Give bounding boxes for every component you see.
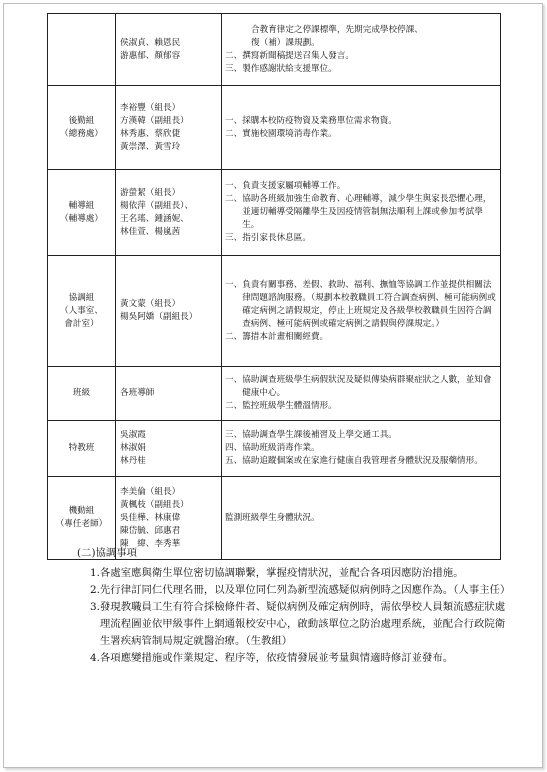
coordination-item [90, 599, 507, 650]
group-name-line: 協調組 [68, 292, 95, 303]
group-name-cell [48, 170, 116, 256]
member-line: 黃崇澤、黃雪玲 [120, 141, 181, 152]
member-line: 吳淑霞 [120, 430, 146, 440]
group-name-line: （總務處） [60, 128, 103, 139]
task-text: 指引家長休息區。 [242, 233, 311, 243]
task-text: 協助各班級加強生命教育、心理輔導，減少學生與家長恐懼心理，並適切輔導受隔離學生及因疫情管制無法順利上課或參加考試學生。 [242, 194, 492, 230]
members-cell [116, 367, 222, 421]
member-line: 李美倫（組長） [120, 486, 181, 497]
members-cell [116, 170, 222, 256]
group-name-cell [48, 421, 116, 477]
coordination-title: (二)協調事項 [77, 547, 138, 559]
task-number: 三、 [225, 430, 243, 440]
task-text: 實施校園環境消毒作業。 [242, 128, 337, 139]
member-line: 黃文蒙（組長） [120, 299, 181, 309]
coordination-item-text: 各項應變措施或作業規定、程序等，依疫情發展並考量與情適時修訂並發布。 [99, 652, 454, 664]
task-number: 二、 [225, 128, 243, 139]
tasks-cell [222, 86, 501, 170]
task-number: 二、 [225, 50, 243, 61]
coordination-item [90, 582, 511, 599]
task-item [225, 180, 497, 193]
task-item [225, 374, 497, 400]
tasks-cell [222, 14, 501, 86]
task-item [225, 442, 497, 455]
task-text: 負責有關事務、差假、救助、福利、撫恤等協調工作並提供相關法律問題諮詢服務。（規劃本校教職員工符合調查病例、極可能病例或確定病例之請假規定，停止上班規定及各級學校教職員生因符合調查病例、極可能病例或確定病例之請假與停課規定。） [242, 279, 496, 329]
task-text: 協助追蹤個案或在家進行健康自我管理者身體狀況及服藥情形。 [242, 456, 483, 466]
coordination-item-number: 2. [90, 584, 100, 596]
task-text: 籌措本計畫相關經費。 [242, 331, 329, 342]
member-line: 林丹桂 [120, 456, 146, 466]
task-item [225, 128, 497, 141]
task-item [225, 232, 497, 245]
task-item [225, 512, 497, 525]
task-text: 製作感謝狀給支援單位。 [242, 63, 337, 74]
table-row [48, 367, 501, 421]
task-text: 撰寫新聞稿提送召集人發言。 [242, 50, 354, 61]
task-number: 一、 [225, 375, 243, 385]
member-line: 方漢韓（副組長） [120, 115, 189, 126]
coordination-item-number: 3. [90, 601, 100, 613]
member-line: 李裕豐（組長） [120, 102, 181, 113]
group-name-line: （人事室、 [60, 305, 103, 316]
group-name-cell [48, 256, 116, 367]
members-cell [116, 256, 222, 367]
task-item [225, 279, 497, 331]
member-line: 各班導師 [120, 388, 155, 398]
task-item [225, 24, 497, 37]
coordination-section [77, 545, 511, 667]
member-line: 陳 緯、李秀華 [120, 538, 181, 549]
group-name-line: （專任老師） [55, 519, 108, 529]
member-line: 楊吳阿嬌（副組長） [120, 312, 198, 322]
task-number: 二、 [225, 331, 243, 342]
task-number: 一、 [225, 279, 243, 290]
group-name-line: （輔導處） [60, 213, 103, 224]
task-text: 監控班級學生體溫情形。 [242, 401, 337, 411]
member-line: 陳岱毓、邱惠君 [120, 525, 181, 536]
table-row [48, 86, 501, 170]
task-number: 三、 [225, 233, 243, 243]
table-row [48, 421, 501, 477]
task-text: 協助調查班級學生病假狀況及疑似傳染病群聚症狀之人數，並知會健康中心。 [242, 375, 492, 398]
task-item [225, 37, 497, 50]
coordination-item [90, 650, 507, 667]
task-number: 二、 [225, 194, 243, 204]
group-name-line: 輔導組 [68, 200, 95, 211]
member-line: 游惠郁、顏郁容 [120, 50, 181, 61]
member-line: 王名瑤、鍾涵妮、 [120, 213, 189, 224]
task-number: 二、 [225, 401, 243, 411]
task-number: 四、 [225, 443, 243, 453]
group-name-cell [48, 86, 116, 170]
tasks-cell [222, 256, 501, 367]
group-name-line: 會計室） [64, 318, 99, 329]
task-text: 採購本校防疫物資及業務單位需求物資。 [242, 115, 397, 126]
task-text: 負責支援家屬項輔導工作。 [242, 181, 346, 191]
task-item [225, 429, 497, 442]
group-name-cell [48, 14, 116, 86]
member-line: 林秀惠、蔡欣倢 [120, 128, 181, 139]
member-line: 游螢絜（組長） [120, 187, 181, 198]
task-number: 三、 [225, 63, 243, 74]
member-line: 林淑娟 [120, 443, 146, 453]
member-line: 吳佳樺、林康偉 [120, 512, 181, 523]
task-item [225, 400, 497, 413]
task-number: 五、 [225, 456, 243, 466]
coordination-item-text: 各處室應與衛生單位密切協調聯繫，掌握疫情狀況，並配合各項因應防治措施。 [99, 567, 464, 579]
coordination-item-text: 發現教職員工生有符合採檢條件者、疑似病例及確定病例時，需依學校人員類流感症狀處理流程圖並依甲級事件上網通報校安中心，啟動該單位之防治處理系統，並配合行政院衛生署疾病管制局規定就醫治療。（生教組） [99, 601, 506, 647]
task-item [225, 455, 497, 468]
task-text: 協助調查學生課後補習及上學交通工具。 [242, 430, 397, 440]
table-row [48, 170, 501, 256]
task-text: 監測班級學生身體狀況。 [225, 512, 320, 523]
coordination-item-number: 4. [90, 652, 100, 664]
group-name-line: 後勤組 [68, 115, 95, 126]
group-name-line: 機動組 [68, 506, 95, 516]
member-line: 黃楓枝（副組長） [120, 499, 189, 510]
member-line: 林佳萱、楊嵐茜 [120, 226, 181, 237]
group-name-line: 班級 [72, 388, 91, 398]
members-cell [116, 421, 222, 477]
task-item [225, 193, 497, 232]
task-item [225, 331, 497, 344]
member-line: 楊依萍（副組長）、 [120, 200, 194, 211]
tasks-cell [222, 170, 501, 256]
coordination-item-number: 1. [90, 567, 100, 579]
table-row [48, 256, 501, 367]
duty-table [47, 13, 501, 560]
task-text: 協助班級消毒作業。 [242, 443, 320, 453]
member-line: 侯淑貞、賴恩民 [120, 37, 181, 48]
members-cell [116, 14, 222, 86]
duty-table-body [48, 14, 501, 560]
task-text: 復（補）課規劃。 [251, 37, 320, 48]
task-item [225, 63, 497, 76]
tasks-cell [222, 421, 501, 477]
members-cell [116, 86, 222, 170]
coordination-item-text: 先行律訂同仁代理名冊，以及單位同仁列為新型流感疑似病例時之因應作為。（人事主任） [99, 584, 511, 596]
task-number: 一、 [225, 181, 243, 191]
task-item [225, 115, 497, 128]
task-text: 合教育律定之停課標準，先期完成學校停課、 [251, 24, 423, 35]
table-row [48, 14, 501, 86]
tasks-cell [222, 367, 501, 421]
group-name-cell [48, 367, 116, 421]
task-number: 一、 [225, 115, 243, 126]
task-item [225, 50, 497, 63]
coordination-list [77, 565, 511, 667]
coordination-item [90, 565, 507, 582]
group-name-line: 特教班 [68, 443, 95, 453]
